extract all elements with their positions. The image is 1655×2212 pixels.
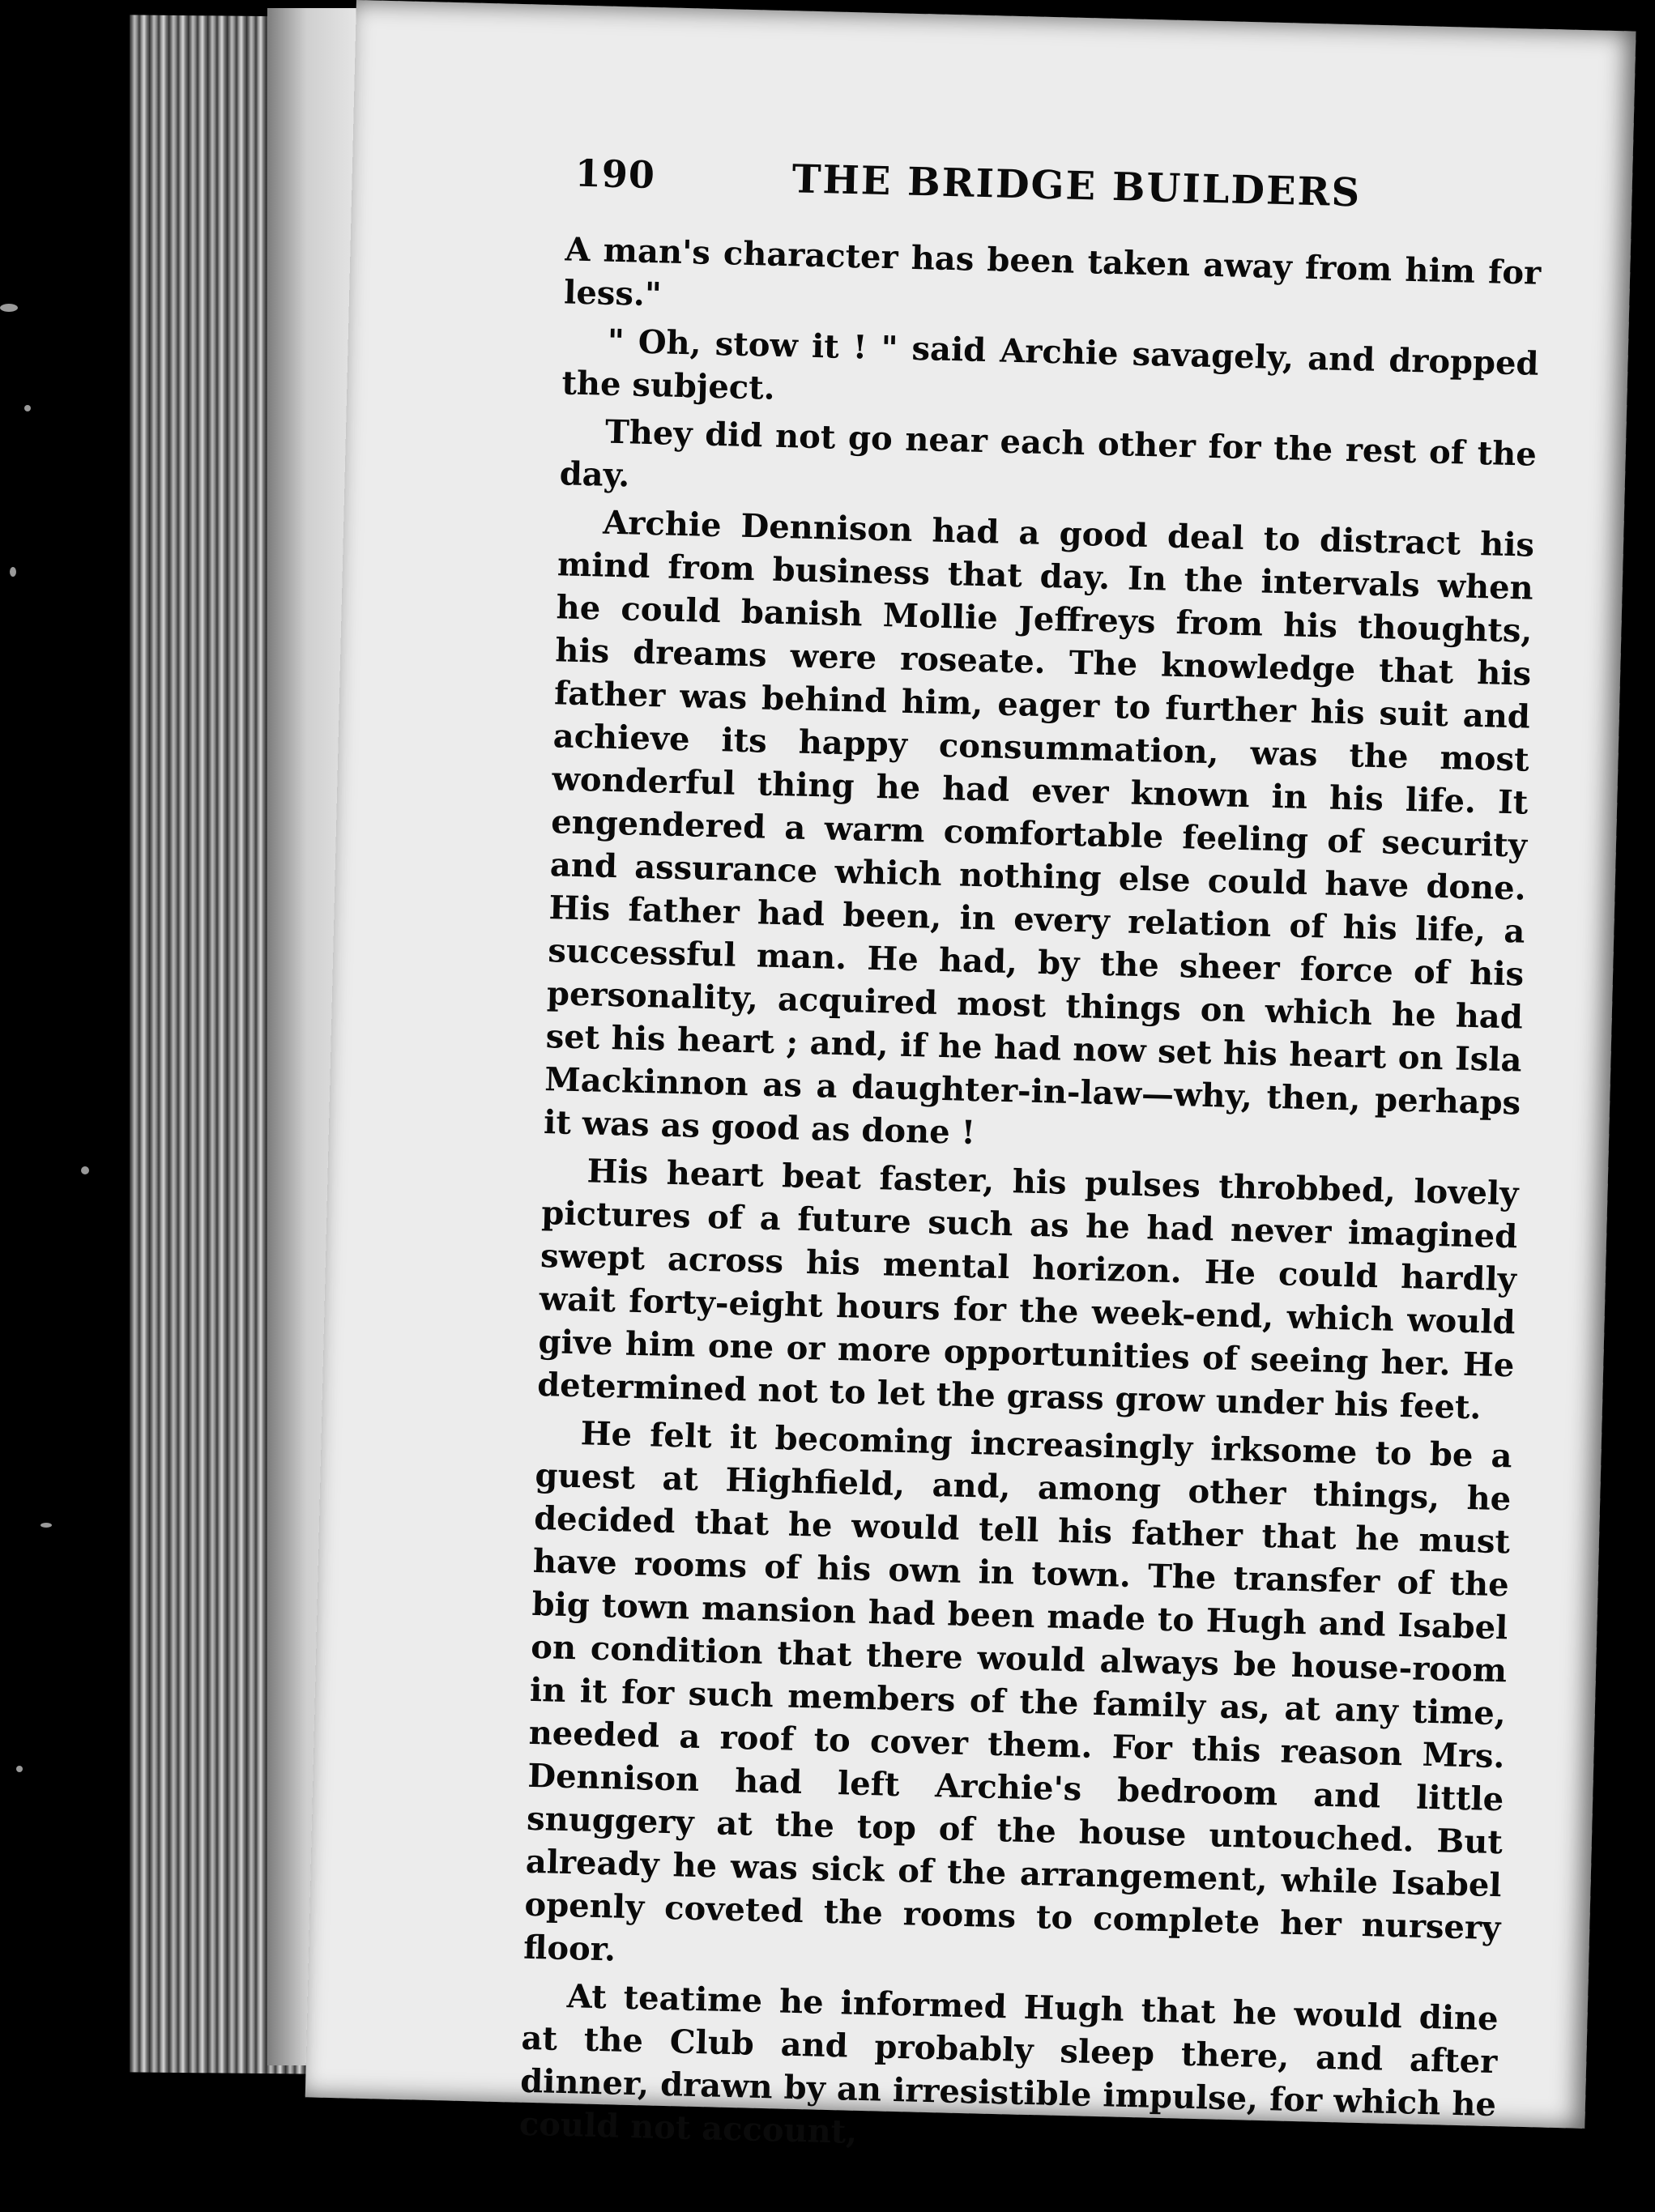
dust-speck — [0, 304, 18, 312]
paragraph: His heart beat faster, his pulses throbbed, lovely pictures of a future such as he had never imagined swept across his mental horizon. He could hardly wait forty-eight hours for the week-end, which would give him one or more opportunities of seeing her. He determined not to let the grass grow under his feet. — [536, 1152, 1519, 1427]
dust-speck — [24, 405, 31, 411]
paragraph: He felt it becoming increasingly irksome to be a guest at Highfield, and, among other things, he decided that he would tell his father that he must have rooms of his own in town. The transfer of the big town mansion had been made to Hugh and Isabel on condition that there would always be house-room in it for such members of the family as, at any time, needed a roof to cover them. For this reason Mrs. Dennison had left Archie's bedroom and little snuggery at the top of the house untouched. But already he was sick of the arrangement, while Isabel openly coveted the rooms to complete her nursery floor. — [523, 1414, 1513, 1969]
page-number: 190 — [574, 151, 656, 198]
paragraph: Archie Dennison had a good deal to distract his mind from business that day. In the intervals when he could banish Mollie Jeffreys from his thoughts, his dreams were roseate. The knowledge that his father was behind him, eager to further his suit and achieve its happy consummation, was the most wonderful thing he had ever known in his life. It engendered a warm comfortable feeling of security and assurance which nothing else could have done. His father had been, in every relation of his life, a successful man. He had, by the sheer force of his personality, acquired most things on which he had set his heart ; and, if he had now set his heart on Isla Mackinnon as a daughter-in-law—why, then, perhaps it was as good as done ! — [543, 503, 1535, 1153]
dust-speck — [41, 1523, 52, 1528]
book-page — [305, 0, 1636, 2151]
dust-speck — [10, 567, 16, 577]
dust-speck — [81, 1166, 89, 1174]
paragraph: A man's character has been taken away from him for less." — [563, 230, 1542, 314]
dust-speck — [16, 1766, 23, 1772]
body-text — [518, 228, 1542, 2174]
paragraph: " Oh, stow it ! " said Archie savagely, and dropped the subject. — [561, 322, 1540, 407]
paragraph: They did not go near each other for the rest of the day. — [559, 412, 1538, 495]
page-header — [574, 151, 1531, 232]
paragraph: At teatime he informed Hugh that he would dine at the Club and probably sleep there, and after dinner, drawn by an irresistible impulse, for which he could not account, — [518, 1977, 1499, 2151]
running-title: THE BRIDGE BUILDERS — [791, 156, 1362, 216]
